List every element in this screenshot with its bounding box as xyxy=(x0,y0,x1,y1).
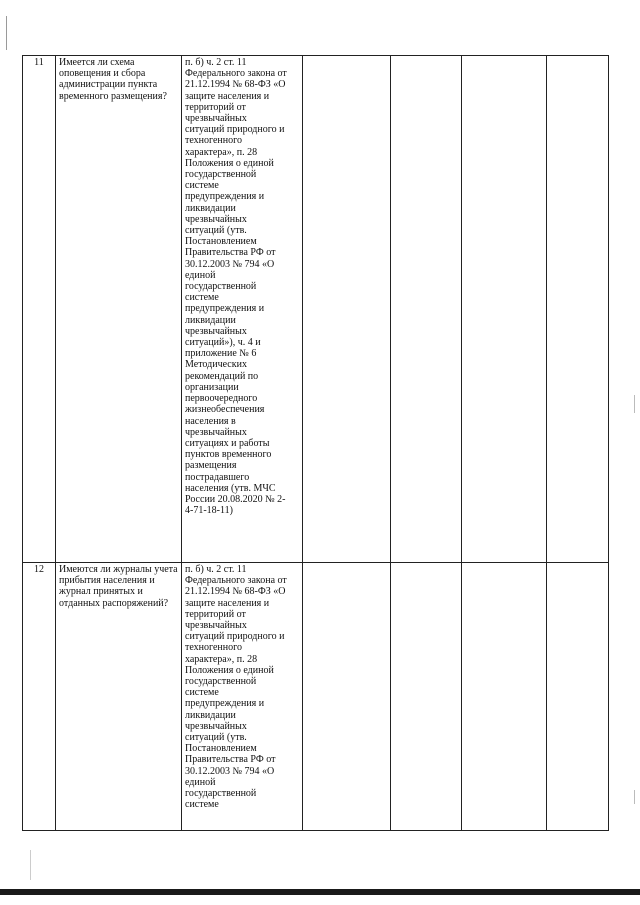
question-cell: Имеется ли схема оповещения и сбора администрации пункта временного размещения? xyxy=(56,56,182,563)
question-cell: Имеются ли журналы учета прибытия населения и журнал принятых и отданных распоряжений? xyxy=(56,563,182,831)
scan-mark xyxy=(634,790,635,804)
scan-mark xyxy=(634,395,635,413)
scan-mark xyxy=(6,16,7,50)
table-row xyxy=(23,56,609,563)
empty-cell xyxy=(391,563,462,831)
empty-cell xyxy=(303,56,391,563)
empty-cell xyxy=(391,56,462,563)
row-number: 12 xyxy=(23,563,56,831)
legal-basis-cell: п. б) ч. 2 ст. 11 Федерального закона от 21.12.1994 № 68-ФЗ «О защите населения и территорий от чрезвычайных ситуаций природного и техногенного характера», п. 28 Положения о единой государственной системе предупреждения и ликвидации чрезвычайных ситуаций (утв. Постановлением Правительства РФ от 30.12.2003 № 794 «О единой государственной системе предупреждения и ликвидации чрезвычайных ситуаций»), ч. 4 и приложение № 6 Методических рекомендаций по организации первоочередного жизнеобеспечения населения в чрезвычайных ситуациях и работы пунктов временного размещения пострадавшего населения (утв. МЧС России 20.08.2020 № 2- 4-71-18-11) xyxy=(182,56,303,563)
table-row xyxy=(23,563,609,831)
scan-mark xyxy=(30,850,31,880)
empty-cell xyxy=(303,563,391,831)
checklist-table xyxy=(22,55,609,831)
empty-cell xyxy=(462,56,547,563)
row-number: 11 xyxy=(23,56,56,563)
legal-basis-cell: п. б) ч. 2 ст. 11 Федерального закона от 21.12.1994 № 68-ФЗ «О защите населения и территорий от чрезвычайных ситуаций природного и техногенного характера», п. 28 Положения о единой государственной системе предупреждения и ликвидации чрезвычайных ситуаций (утв. Постановлением Правительства РФ от 30.12.2003 № 794 «О единой государственной системе xyxy=(182,563,303,831)
scan-edge-band xyxy=(0,889,640,895)
empty-cell xyxy=(547,56,609,563)
empty-cell xyxy=(547,563,609,831)
empty-cell xyxy=(462,563,547,831)
